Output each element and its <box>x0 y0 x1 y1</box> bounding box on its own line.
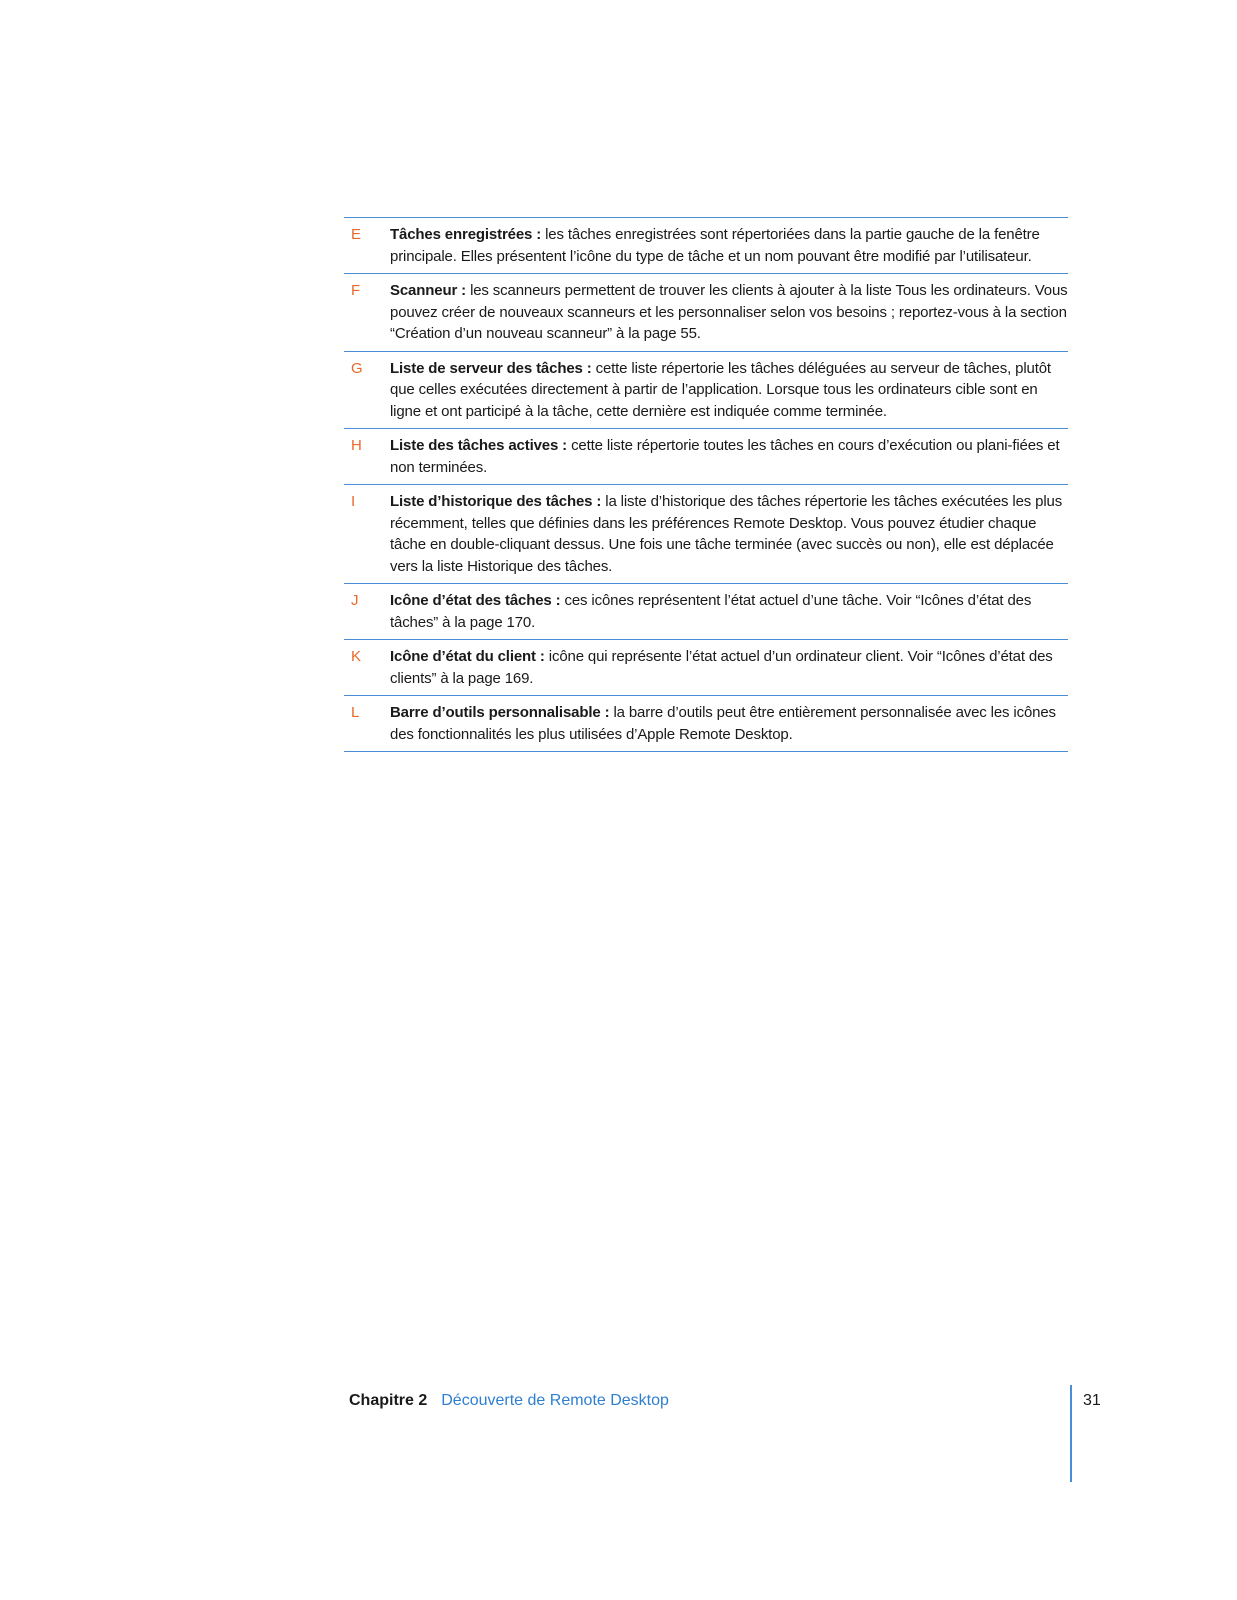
definition-text: la barre d’outils peut être entièrement personnalisée avec les icônes des fonctionnalités les plus utilisées d’Apple Remote Desktop. <box>390 704 1056 743</box>
definition-letter: L <box>351 704 360 721</box>
definition-table <box>344 217 1068 752</box>
definition-text: icône qui représente l’état actuel d’un ordinateur client. Voir “Icônes d’état des clients” à la page 169. <box>390 648 1053 687</box>
definition-row <box>344 218 1068 274</box>
page-footer <box>349 1390 669 1412</box>
definition-text: ces icônes représentent l’état actuel d’une tâche. Voir “Icônes d’état des tâches” à la page 170. <box>390 592 1032 631</box>
definition-term: Liste de serveur des tâches : <box>390 359 592 377</box>
definition-text: cette liste répertorie les tâches déléguées au serveur de tâches, plutôt que celles exécutées directement à partir de l’application. Lorsque tous les ordinateurs cible sont en ligne et ont participé à la tâche, cette dernière est indiquée comme terminée. <box>390 359 1051 420</box>
definition-text: la liste d’historique des tâches répertorie les tâches exécutées les plus récemment, telles que définies dans les préférences Remote Desktop. Vous pouvez étudier chaque tâche en double-cliquant dessus. Une fois une tâche terminée (avec succès ou non), elle est déplacée vers la liste Historique des tâches. <box>390 493 1063 575</box>
definition-term: Icône d’état des tâches : <box>390 592 561 609</box>
definition-letter: F <box>351 282 361 299</box>
definition-letter: H <box>351 437 362 454</box>
definition-body <box>390 491 1068 577</box>
definition-term: Liste d’historique des tâches : <box>390 493 602 510</box>
definition-row <box>344 696 1068 752</box>
page-number: 31 <box>1083 1392 1101 1409</box>
definition-body <box>390 702 1068 745</box>
definition-row <box>344 584 1068 640</box>
definition-text: les tâches enregistrées sont répertoriées dans la partie gauche de la fenêtre principale. Elles présentent l’icône du type de tâche et un nom pouvant être modifié par l’utilisateur. <box>390 226 1040 265</box>
definition-body <box>390 224 1068 267</box>
footer-chapter-title: Découverte de Remote Desktop <box>441 1392 669 1409</box>
definition-body <box>390 646 1068 689</box>
definition-row <box>344 429 1068 485</box>
definition-row <box>344 485 1068 584</box>
definition-term: Tâches enregistrées : <box>390 226 542 243</box>
definition-body <box>390 590 1068 633</box>
footer-chapter-label: Chapitre 2 <box>349 1392 428 1409</box>
definition-letter: K <box>351 648 362 665</box>
definition-body <box>390 358 1068 423</box>
definition-text: les scanneurs permettent de trouver les clients à ajouter à la liste Tous les ordinateurs. Vous pouvez créer de nouveaux scanneurs et les personnaliser selon vos besoins ; reportez-vous à la section “Création d’un nouveau scanneur” à la page 55. <box>390 282 1068 342</box>
definition-term: Icône d’état du client : <box>390 648 545 665</box>
definition-row <box>344 352 1068 430</box>
definition-letter: G <box>351 359 363 377</box>
definition-letter: E <box>351 226 362 243</box>
definition-row <box>344 274 1068 352</box>
definition-term: Liste des tâches actives : <box>390 437 568 454</box>
definition-letter: I <box>351 493 356 510</box>
definition-term: Scanneur : <box>390 282 467 299</box>
footer-divider <box>1070 1385 1072 1482</box>
definition-letter: J <box>351 592 359 609</box>
definition-body <box>390 280 1068 345</box>
definition-body <box>390 435 1068 478</box>
definition-term: Barre d’outils personnalisable : <box>390 704 610 721</box>
definition-text: cette liste répertorie toutes les tâches en cours d’exécution ou plani-fiées et non terminées. <box>390 437 1060 476</box>
definition-row <box>344 640 1068 696</box>
